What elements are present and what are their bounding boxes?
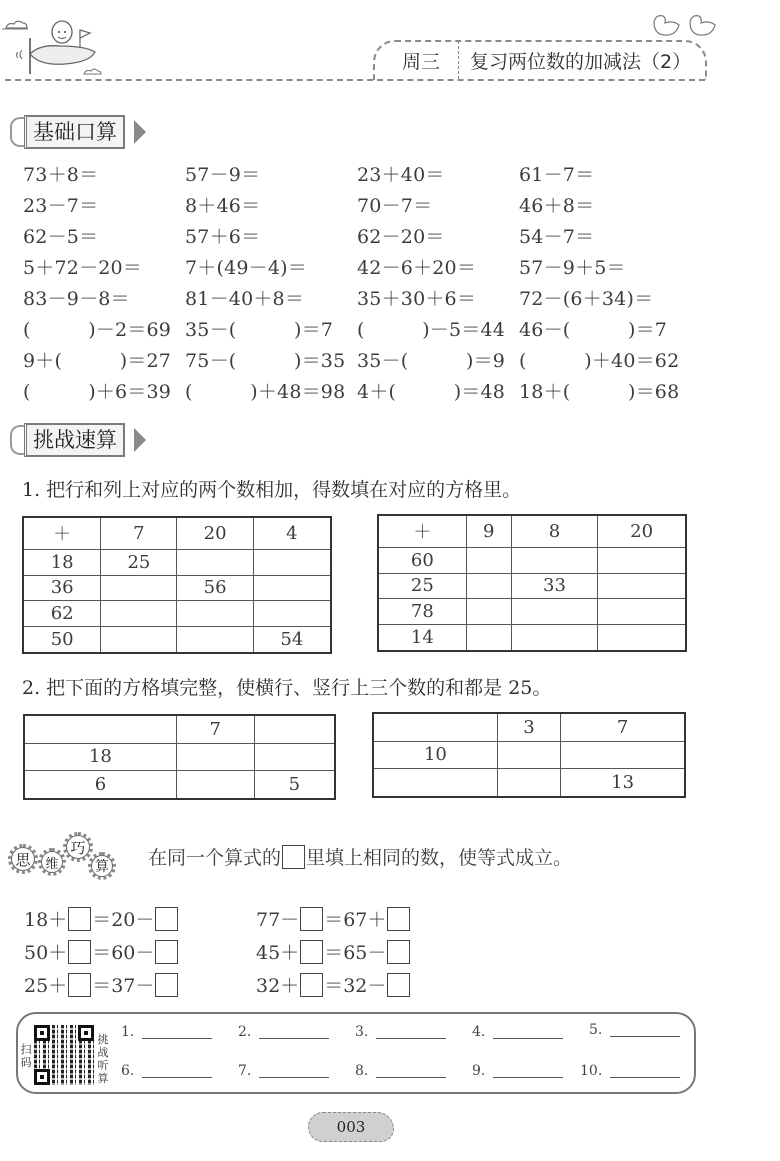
header-cell: ＋ <box>23 517 101 549</box>
answer-cell[interactable] <box>466 599 511 625</box>
answer-item[interactable] <box>589 1022 680 1038</box>
badge-label: 基础口算 <box>24 115 125 149</box>
answer-cell[interactable] <box>511 547 597 573</box>
equation-list-left <box>24 902 179 1001</box>
answer-item[interactable] <box>472 1063 563 1079</box>
equation-list-right <box>256 902 411 1001</box>
page-number-text: 003 <box>336 1118 366 1136</box>
challenge-label-char: 战 <box>97 1046 109 1059</box>
header-cell: 4 <box>253 517 331 549</box>
equation: 62－5＝ <box>23 226 99 248</box>
gear-icon <box>63 832 93 862</box>
answer-line[interactable] <box>259 1038 329 1039</box>
equation: 23＋40＝ <box>357 164 445 186</box>
header-cell: ＋ <box>378 515 466 547</box>
grid-cell[interactable] <box>24 715 176 743</box>
answer-item[interactable] <box>238 1063 329 1079</box>
scan-label <box>20 1043 32 1069</box>
column <box>23 160 171 408</box>
header-day: 周三 <box>401 51 440 73</box>
oral-arithmetic-grid <box>23 160 763 410</box>
equation: 75－( )＝35 <box>185 350 346 372</box>
equation: 83－9－8＝ <box>23 288 130 310</box>
answer-cell[interactable] <box>598 573 686 599</box>
grid-cell[interactable]: 6 <box>24 771 176 799</box>
answer-number: 3. <box>355 1024 369 1040</box>
answer-box[interactable] <box>387 940 410 964</box>
answer-number: 2. <box>238 1024 252 1040</box>
header-cell: 8 <box>511 515 597 547</box>
header-title: 复习两位数的加减法（2） <box>470 51 692 73</box>
row-header-cell: 25 <box>378 573 466 599</box>
answer-cell[interactable] <box>511 599 597 625</box>
row-header-cell: 14 <box>378 625 466 651</box>
answer-line[interactable] <box>610 1077 680 1078</box>
answer-line[interactable] <box>376 1077 446 1078</box>
section-badge-thinking <box>8 830 128 885</box>
equation-part: 25＋ <box>24 975 68 997</box>
equation: 81－40＋8＝ <box>185 288 305 310</box>
arrow-right-icon <box>134 120 146 144</box>
grid-cell[interactable]: 3 <box>497 713 560 741</box>
gear-icon <box>8 844 38 874</box>
equation-part: 77－ <box>256 909 300 931</box>
answer-number: 5. <box>589 1022 603 1038</box>
answer-number: 8. <box>355 1063 369 1079</box>
answer-item[interactable] <box>472 1024 563 1040</box>
magic-grid-1 <box>23 714 336 800</box>
answer-cell[interactable] <box>177 601 253 627</box>
answer-number: 10. <box>580 1063 603 1079</box>
answer-item[interactable] <box>121 1024 212 1040</box>
airplane-pilot-icon <box>0 8 110 78</box>
answer-cell[interactable] <box>101 575 177 601</box>
equation: 61－7＝ <box>519 164 595 186</box>
answer-box[interactable] <box>68 973 91 997</box>
equation: 18＋( )＝68 <box>519 381 680 403</box>
row-header-cell: 78 <box>378 599 466 625</box>
grid-cell[interactable] <box>373 713 497 741</box>
header-cell: 20 <box>177 517 253 549</box>
grid-cell[interactable] <box>254 743 335 771</box>
answer-box[interactable] <box>68 907 91 931</box>
badge-cap <box>10 117 24 147</box>
answer-cell[interactable] <box>598 547 686 573</box>
scan-label-char: 码 <box>20 1056 32 1069</box>
grid-cell[interactable]: 7 <box>176 715 254 743</box>
answer-cell[interactable]: 56 <box>177 575 253 601</box>
grid-cell[interactable]: 18 <box>24 743 176 771</box>
answer-cell[interactable] <box>466 625 511 651</box>
answer-box[interactable] <box>387 973 410 997</box>
qr-finder <box>78 1025 94 1041</box>
equation: 35－( )＝9 <box>357 350 506 372</box>
gear-icon <box>88 852 116 880</box>
fill-equation <box>24 902 179 935</box>
grid-cell[interactable] <box>176 743 254 771</box>
answer-box[interactable] <box>300 907 323 931</box>
answer-box[interactable] <box>300 973 323 997</box>
answer-cell[interactable]: 54 <box>253 627 331 653</box>
answer-cell[interactable] <box>101 601 177 627</box>
answer-item[interactable] <box>580 1063 680 1079</box>
equation: ( )－5＝44 <box>357 319 506 341</box>
grid-cell[interactable] <box>561 741 685 769</box>
equation-part: 50＋ <box>24 942 68 964</box>
equation-part: ＝67＋ <box>324 909 387 931</box>
addition-table-2 <box>377 514 687 652</box>
equation: 8＋46＝ <box>185 195 261 217</box>
gear-label: 算 <box>91 855 113 877</box>
answer-line[interactable] <box>493 1038 563 1039</box>
qr-finder <box>34 1025 50 1041</box>
equation-part: ＝65－ <box>324 942 387 964</box>
question-1: 1. 把行和列上对应的两个数相加，得数填在对应的方格里。 <box>22 479 522 501</box>
fill-equation <box>24 968 179 1001</box>
answer-box[interactable] <box>387 907 410 931</box>
answer-cell[interactable]: 25 <box>101 549 177 575</box>
answer-item[interactable] <box>355 1063 446 1079</box>
answer-cell[interactable] <box>511 625 597 651</box>
answer-box[interactable] <box>155 907 178 931</box>
equation: 5＋72－20＝ <box>23 257 143 279</box>
grid-cell[interactable] <box>176 771 254 799</box>
answer-cell[interactable] <box>177 549 253 575</box>
answer-line[interactable] <box>493 1077 563 1078</box>
answer-cell[interactable] <box>598 599 686 625</box>
answer-cell[interactable] <box>598 625 686 651</box>
equation-part: 18＋ <box>24 909 68 931</box>
row-header-cell: 18 <box>23 549 101 575</box>
grid-cell[interactable]: 10 <box>373 741 497 769</box>
equation: 73＋8＝ <box>23 164 99 186</box>
instruction-text: 里填上相同的数，使等式成立。 <box>306 847 573 869</box>
fill-equation <box>256 968 411 1001</box>
answer-line[interactable] <box>142 1038 212 1039</box>
grid-cell[interactable] <box>497 769 560 797</box>
magic-grid-2 <box>372 712 686 798</box>
challenge-label <box>97 1033 109 1085</box>
answer-item[interactable] <box>238 1024 329 1040</box>
answer-line[interactable] <box>610 1036 680 1037</box>
page-number <box>308 1112 394 1142</box>
answer-line[interactable] <box>376 1038 446 1039</box>
grid-cell[interactable] <box>373 769 497 797</box>
challenge-label-char: 听 <box>97 1059 109 1072</box>
equation: ( )－2＝69 <box>23 319 172 341</box>
answer-item[interactable] <box>355 1024 446 1040</box>
answer-number: 7. <box>238 1063 252 1079</box>
answer-box[interactable] <box>300 940 323 964</box>
equation: ( )＋6＝39 <box>23 381 172 403</box>
qr-finder <box>34 1069 50 1085</box>
equation: 4＋( )＝48 <box>357 381 506 403</box>
answer-cell[interactable]: 33 <box>511 573 597 599</box>
header-illustration <box>0 8 110 78</box>
answer-number: 9. <box>472 1063 486 1079</box>
equation: ( )＋48＝98 <box>185 381 346 403</box>
answer-box[interactable] <box>68 940 91 964</box>
section-badge-basic <box>10 115 150 149</box>
gear-label: 维 <box>41 851 63 873</box>
grid-cell[interactable]: 7 <box>561 713 685 741</box>
answer-cell[interactable] <box>177 627 253 653</box>
answer-line[interactable] <box>142 1077 212 1078</box>
answer-cell[interactable] <box>466 573 511 599</box>
equation: 54－7＝ <box>519 226 595 248</box>
fill-equation <box>24 935 179 968</box>
equation: 35＋30＋6＝ <box>357 288 477 310</box>
instruction-text: 在同一个算式的 <box>148 847 282 869</box>
section-badge-challenge <box>10 423 150 457</box>
equation: 70－7＝ <box>357 195 433 217</box>
equation-part: ＝20－ <box>92 909 155 931</box>
grid-cell[interactable]: 5 <box>254 771 335 799</box>
answer-cell[interactable] <box>101 627 177 653</box>
column <box>519 160 679 408</box>
equation: ( )＋40＝62 <box>519 350 680 372</box>
scan-label-char: 扫 <box>20 1043 32 1056</box>
answer-cell[interactable] <box>466 547 511 573</box>
header-separator <box>458 41 459 79</box>
question-2: 2. 把下面的方格填完整，使横行、竖行上三个数的和都是 25。 <box>22 677 552 699</box>
equation: 46－( )＝7 <box>519 319 668 341</box>
blank-box-icon <box>282 845 305 869</box>
row-header-cell: 62 <box>23 601 101 627</box>
section3-instruction <box>148 843 572 870</box>
grid-cell[interactable] <box>497 741 560 769</box>
answer-box[interactable] <box>155 973 178 997</box>
row-header-cell: 60 <box>378 547 466 573</box>
column <box>357 160 505 408</box>
arrow-right-icon <box>134 428 146 452</box>
equation-part: ＝37－ <box>92 975 155 997</box>
fill-equation <box>256 935 411 968</box>
equation: 46＋8＝ <box>519 195 595 217</box>
equation-part: ＝60－ <box>92 942 155 964</box>
equation: 57－9＋5＝ <box>519 257 626 279</box>
grid-cell[interactable] <box>254 715 335 743</box>
fill-equation <box>256 902 411 935</box>
header-cell: 20 <box>598 515 686 547</box>
equation: 72－(6＋34)＝ <box>519 288 654 310</box>
answer-line[interactable] <box>259 1077 329 1078</box>
gear-icon <box>38 848 66 876</box>
answer-number: 4. <box>472 1024 486 1040</box>
equation: 35－( )＝7 <box>185 319 334 341</box>
equation: 7＋(49－4)＝ <box>185 257 307 279</box>
header-cell: 9 <box>466 515 511 547</box>
equation-part: ＝32－ <box>324 975 387 997</box>
answer-box[interactable] <box>155 940 178 964</box>
addition-table-1 <box>22 516 332 654</box>
answer-cell[interactable] <box>253 575 331 601</box>
challenge-label-char: 算 <box>97 1072 109 1085</box>
equation: 42－6＋20＝ <box>357 257 477 279</box>
equation: 9＋( )＝27 <box>23 350 172 372</box>
row-header-cell: 50 <box>23 627 101 653</box>
challenge-label-char: 挑 <box>97 1033 109 1046</box>
equation: 57＋6＝ <box>185 226 261 248</box>
badge-cap <box>10 425 24 455</box>
equation-part: 32＋ <box>256 975 300 997</box>
answer-item[interactable] <box>121 1063 212 1079</box>
birds-decoration <box>650 12 730 38</box>
answer-cell[interactable] <box>253 549 331 575</box>
equation: 62－20＝ <box>357 226 445 248</box>
answer-number: 1. <box>121 1024 135 1040</box>
answer-cell[interactable] <box>253 601 331 627</box>
row-header-cell: 36 <box>23 575 101 601</box>
equation: 23－7＝ <box>23 195 99 217</box>
grid-cell[interactable]: 13 <box>561 769 685 797</box>
birds-icon <box>650 12 730 38</box>
header-cell: 7 <box>101 517 177 549</box>
answer-number: 6. <box>121 1063 135 1079</box>
equation-part: 45＋ <box>256 942 300 964</box>
gear-label: 巧 <box>66 835 90 859</box>
qr-code-icon[interactable] <box>34 1025 94 1085</box>
gear-label: 思 <box>11 847 35 871</box>
badge-label: 挑战速算 <box>24 423 125 457</box>
column <box>185 160 345 408</box>
equation: 57－9＝ <box>185 164 261 186</box>
